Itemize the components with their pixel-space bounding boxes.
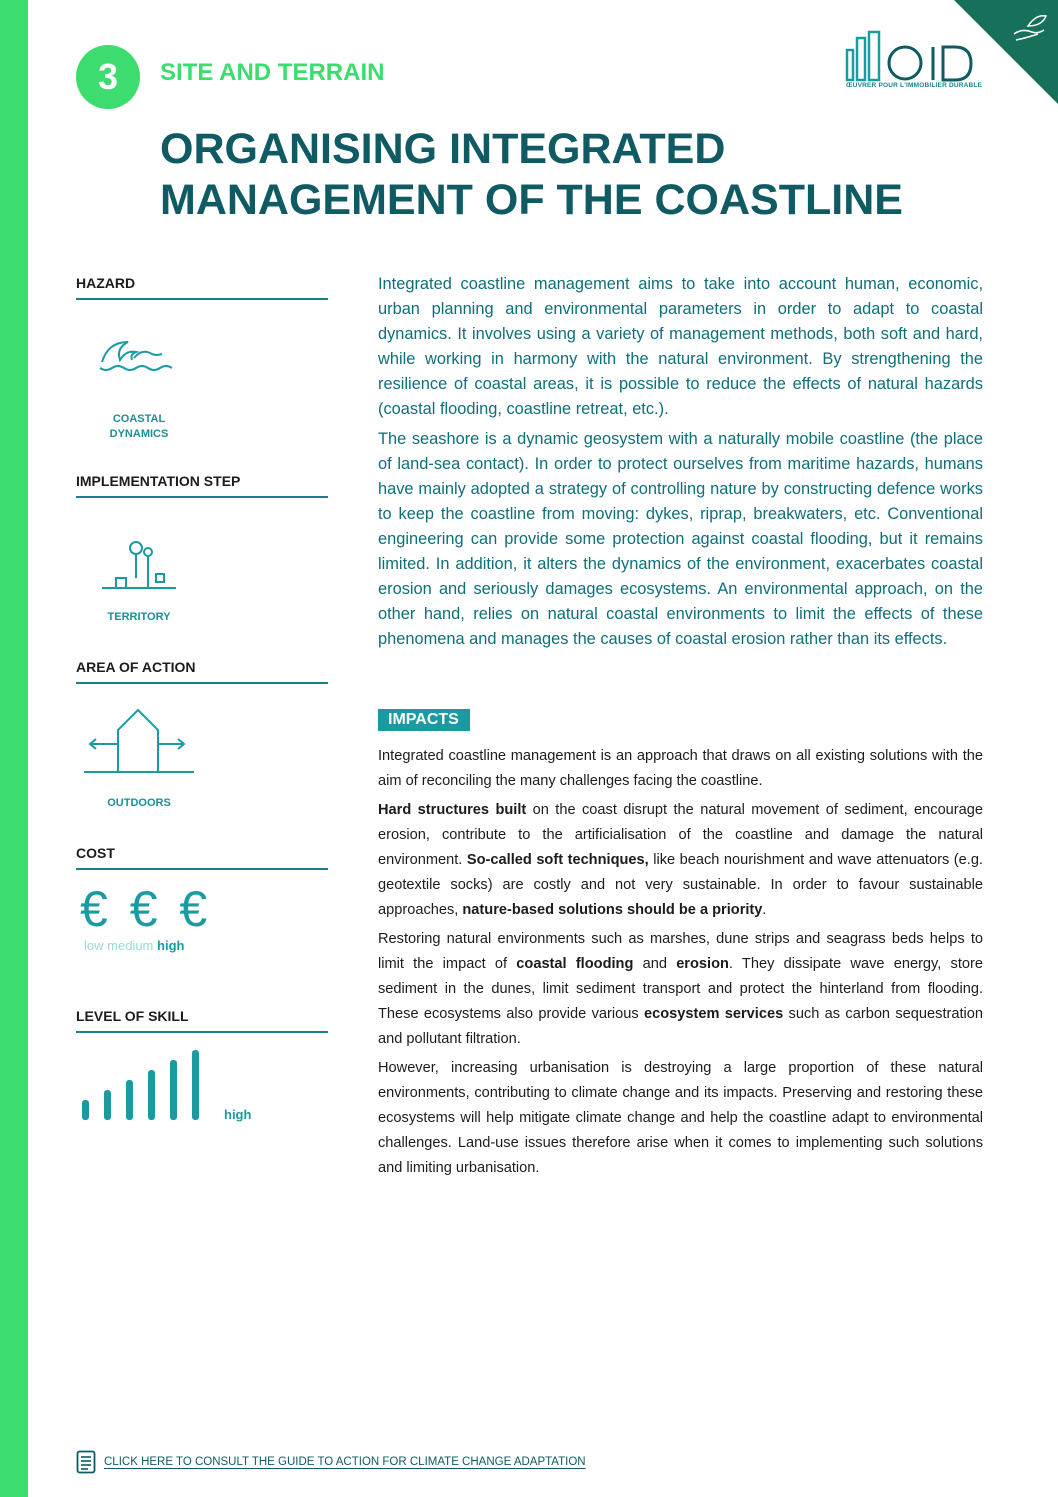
implementation-section — [76, 473, 328, 498]
page-title — [160, 124, 980, 226]
area-section — [76, 659, 328, 684]
impacts-paragraph-1: Integrated coastline management is an approach that draws on all existing solutions with the aim of reconciling the many challenges facing the coastline. — [378, 748, 983, 789]
document-icon — [76, 1450, 96, 1474]
cost-section — [76, 845, 328, 870]
impacts-paragraph-2 — [378, 798, 983, 923]
skill-section — [76, 1008, 328, 1033]
intro-text — [378, 272, 983, 657]
impacts-heading: IMPACTS — [378, 709, 470, 731]
oid-logo-mark — [845, 30, 985, 82]
logo-tagline: ŒUVRER POUR L'IMMOBILIER DURABLE — [846, 82, 983, 89]
area-caption: OUTDOORS — [107, 797, 171, 809]
hazard-caption-line-2: DYNAMICS — [109, 428, 169, 440]
left-accent-bar — [0, 0, 28, 1497]
implementation-caption: TERRITORY — [107, 611, 171, 623]
waves-icon — [98, 336, 186, 378]
skill-bar-2 — [104, 1090, 111, 1120]
bold-ecosystem-services: ecosystem services — [643, 1006, 784, 1022]
cost-euro-icons: € € € — [80, 881, 212, 937]
text-span: . — [762, 902, 767, 918]
page-title-line-2: MANAGEMENT OF THE COASTLINE — [160, 176, 903, 224]
skill-bar-5 — [170, 1060, 177, 1120]
guide-link[interactable] — [76, 1450, 586, 1474]
section-title: SITE AND TERRAIN — [160, 59, 385, 86]
bold-coastal-flooding: coastal flooding — [516, 956, 634, 972]
text-span: such as carbon sequestration and pollutant filtration. — [378, 1006, 984, 1047]
house-arrows-icon — [82, 704, 196, 774]
hazard-label: HAZARD — [76, 275, 328, 300]
page-title-line-1: ORGANISING INTEGRATED — [160, 125, 726, 173]
cost-scale-high: high — [157, 938, 185, 953]
area-label: AREA OF ACTION — [76, 659, 328, 684]
bold-erosion: erosion — [676, 956, 729, 972]
bold-hard-structures: Hard structures built — [378, 802, 527, 818]
guide-link-text[interactable]: CLICK HERE TO CONSULT THE GUIDE TO ACTION FOR CLIMATE CHANGE ADAPTATION — [104, 1456, 586, 1468]
bold-soft-techniques: So-called soft techniques, — [466, 852, 649, 868]
bold-nature-based: nature-based solutions should be a priority — [462, 902, 763, 918]
skill-level-bars — [82, 1048, 212, 1120]
hazard-caption-line-1: COASTAL — [112, 413, 166, 425]
oid-logo[interactable] — [845, 30, 985, 100]
hazard-section — [76, 275, 328, 300]
impacts-text — [378, 744, 983, 1185]
text-span: on the coast disrupt the natural movement of sediment, encourage erosion, contribute to the artificialisation of the coastline and damage the natural environment. — [378, 802, 984, 868]
intro-paragraph-2: The seashore is a dynamic geosystem with a naturally mobile coastline (the place of land-sea contact). In order to protect ourselves from maritime hazards, humans have mainly adopted a strategy of controlling nature by constructing defence works to keep the coastline from moving: dykes, riprap, breakwaters, etc. Conventional engineering can provide some protection against coastal flooding, but it remains limited. In addition, it alters the dynamics of the environment, exacerbates coastal erosion and seriously damages ecosystems. An environmental approach, on the other hand, relies on natural coastal environments to limit the effects of these phenomena and manages the causes of coastal erosion rather than its effects. — [378, 430, 983, 648]
cost-scale-medium: medium — [107, 938, 154, 953]
text-span: and — [633, 956, 677, 972]
skill-bar-6 — [192, 1050, 199, 1120]
skill-bar-1 — [82, 1100, 89, 1120]
text-span: Restoring natural environments such as marshes, dune strips and seagrass beds helps to limit the impact of — [378, 931, 983, 972]
text-span: . They dissipate wave energy, store sediment in the dunes, limit sediment transport and protect the hinterland from flooding. These ecosystems also provide various — [378, 956, 983, 1022]
cost-scale-low: low — [84, 938, 104, 953]
text-span: like beach nourishment and wave attenuators (e.g. geotextile socks) are costly and not very sustainable. In order to favour sustainable approaches, — [378, 852, 983, 918]
impacts-paragraph-3 — [378, 927, 983, 1052]
cost-label: COST — [76, 845, 328, 870]
territory-icon — [100, 538, 180, 594]
intro-paragraph-1: Integrated coastline management aims to take into account human, economic, urban planning and environmental parameters in order to adapt to coastal dynamics. It involves using a variety of management methods, both soft and hard, while working in harmony with the natural environment. By strengthening the resilience of coastal areas, it is possible to reduce the effects of natural hazards (coastal flooding, coastline retreat, etc.). — [378, 275, 983, 418]
cost-scale — [84, 938, 184, 953]
skill-bar-3 — [126, 1080, 133, 1120]
section-number-badge: 3 — [76, 45, 140, 109]
skill-level-label: high — [224, 1107, 252, 1122]
implementation-label: IMPLEMENTATION STEP — [76, 473, 328, 498]
skill-bar-4 — [148, 1070, 155, 1120]
skill-label: LEVEL OF SKILL — [76, 1008, 328, 1033]
hazard-caption — [100, 412, 178, 442]
impacts-paragraph-4: However, increasing urbanisation is destroying a large proportion of these natural environments, contributing to climate change and its impacts. Preserving and restoring these ecosystems will help mitigate climate change and help the coastline adapt to environmental challenges. Land-use issues therefore arise when it comes to implementing such solutions and limiting urbanisation. — [378, 1060, 983, 1176]
